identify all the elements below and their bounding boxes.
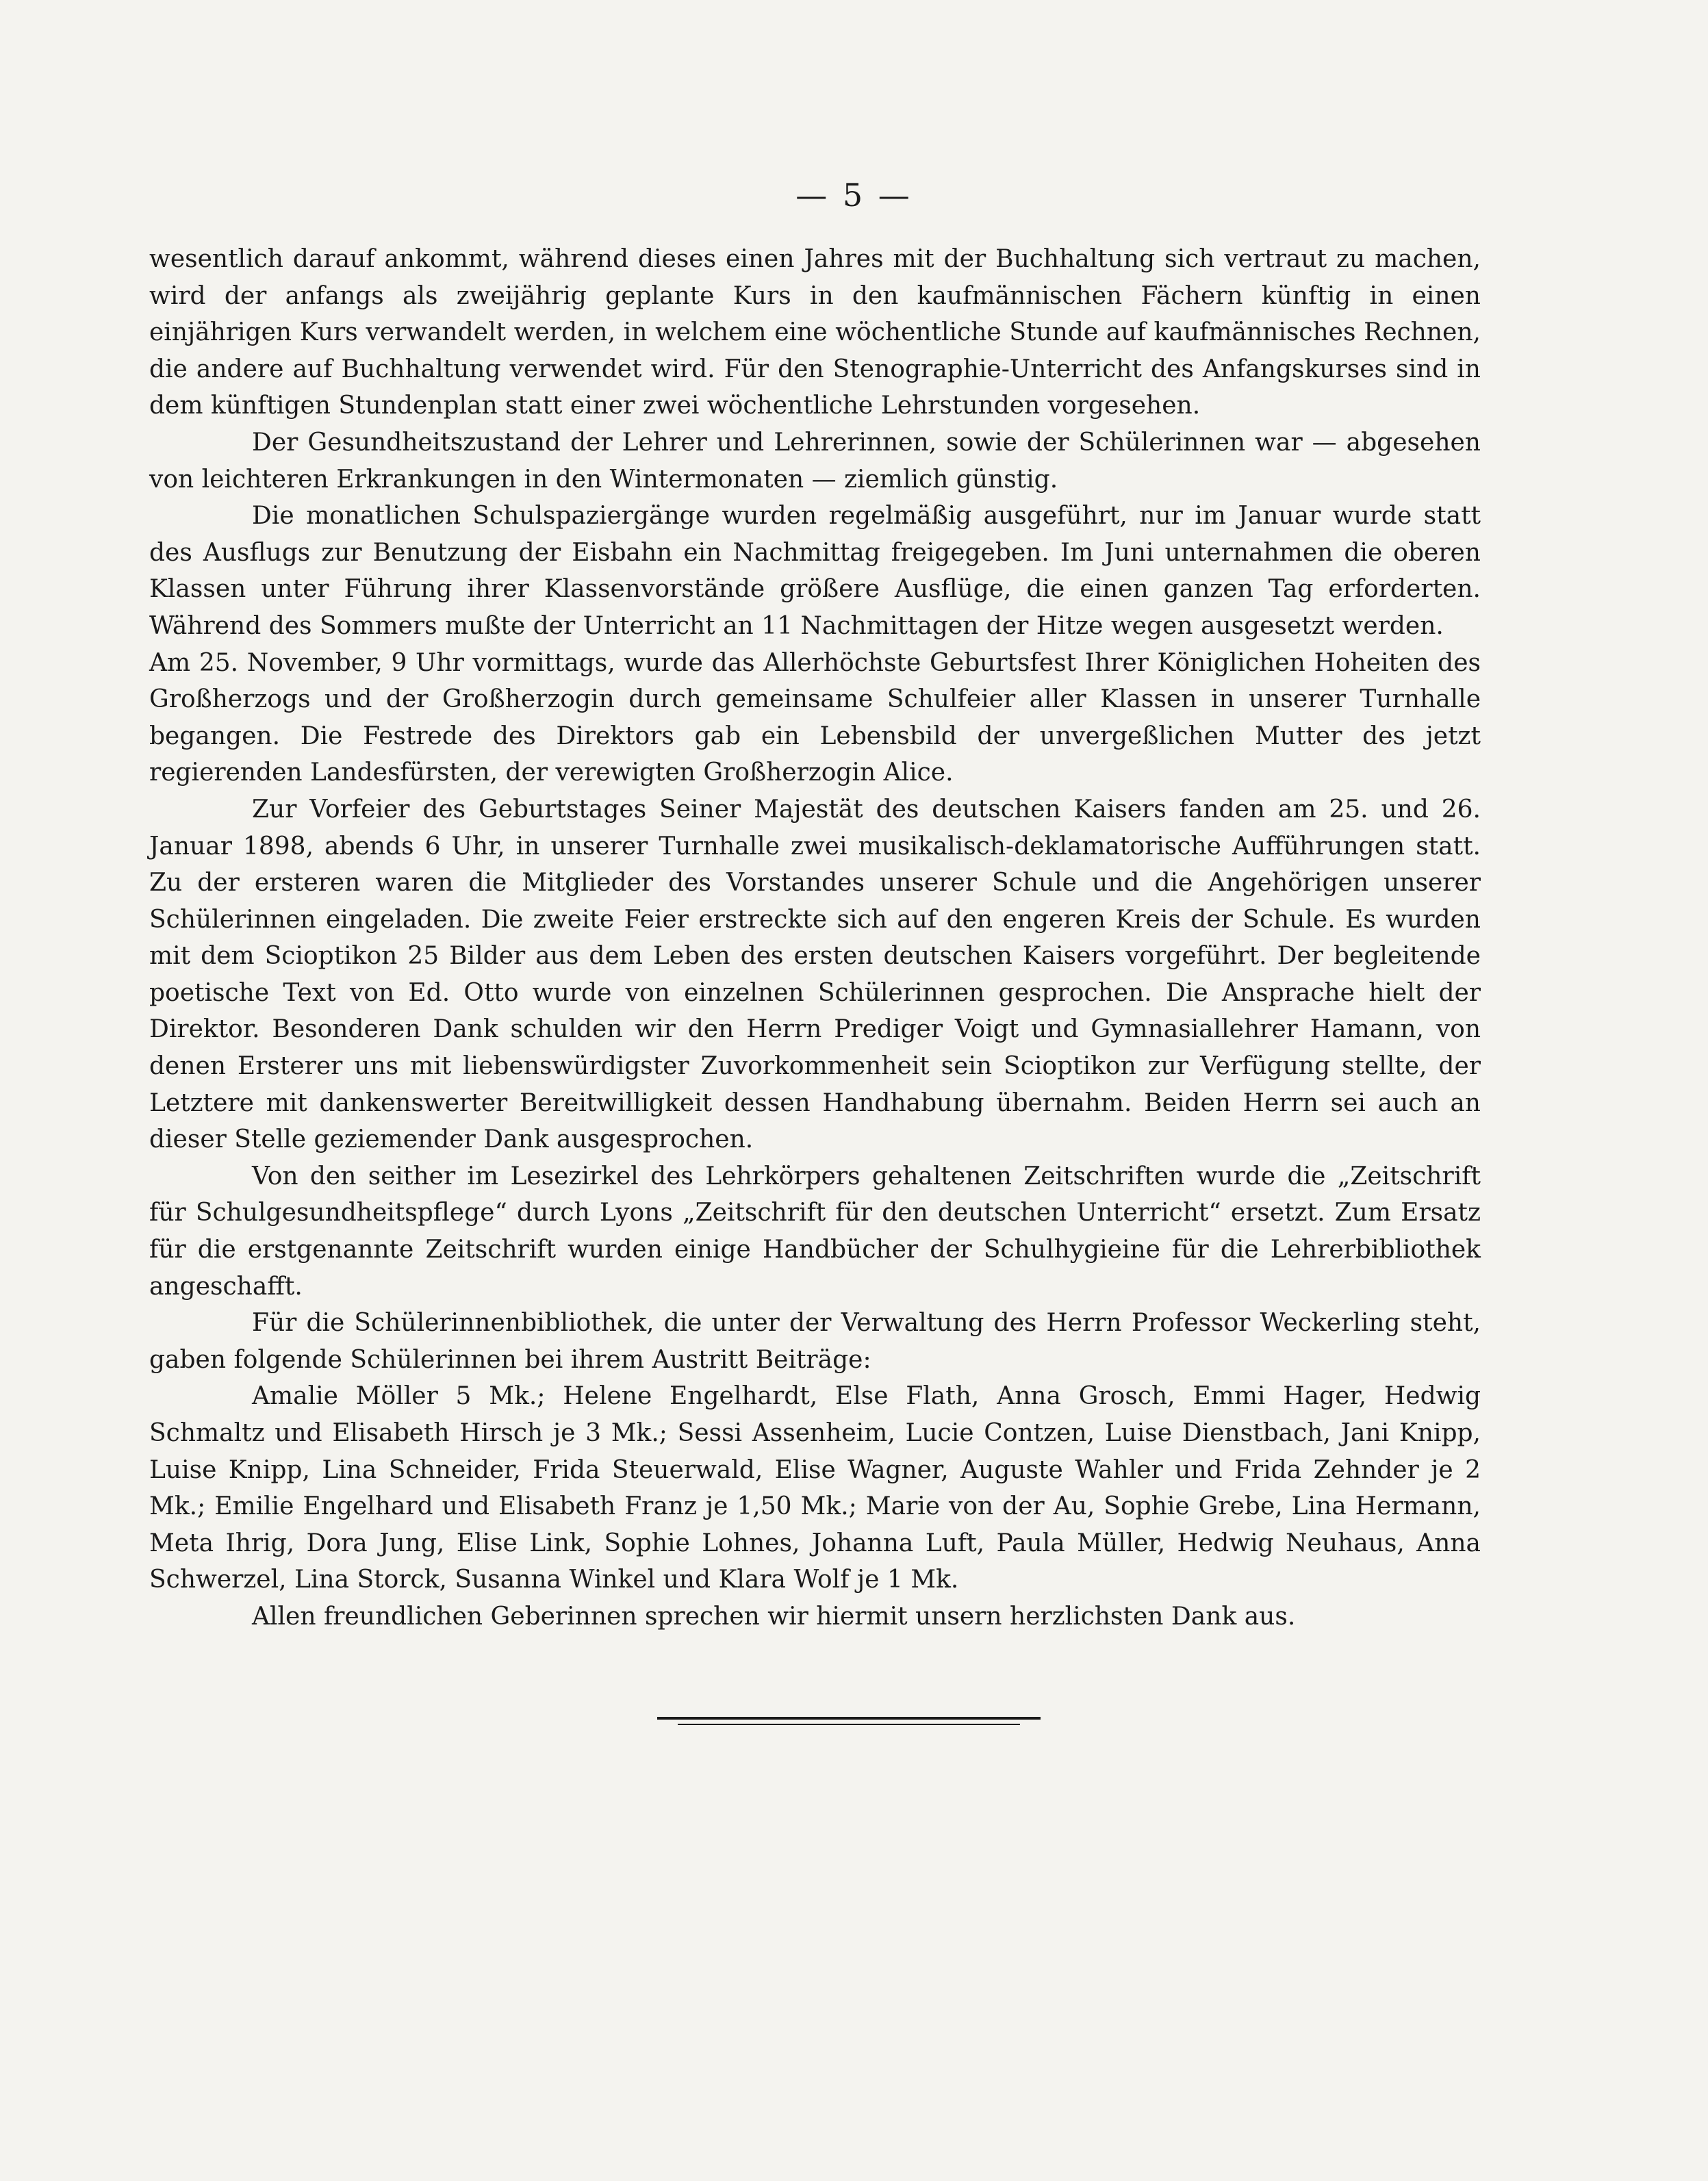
body-text [149, 241, 1481, 1635]
paragraph-spender: Amalie Möller 5 Mk.; Helene Engelhardt, Else Flath, Anna Grosch, Emmi Hager, Hedwig Schmaltz und Elisabeth Hirsch je 3 Mk.; Sessi Assenheim, Lucie Contzen, Luise Dienstbach, Jani Knipp, Luise Knipp, Lina Schneider, Frida Steuerwald, Elise Wagner, Auguste Wahler und Frida Zehnder je 2 Mk.; Emilie Engelhard und Elisabeth Franz je 1,50 Mk.; Marie von der Au, Sophie Grebe, Lina Hermann, Meta Ihrig, Dora Jung, Elise Link, Sophie Lohnes, Johanna Luft, Paula Müller, Hedwig Neuhaus, Anna Schwerzel, Lina Storck, Susanna Winkel und Klara Wolf je 1 Mk. [149, 1382, 1481, 1594]
paragraph-vorfeier: Zur Vorfeier des Geburtstages Seiner Majestät des deutschen Kaisers fanden am 25. und 26. Januar 1898, abends 6 Uhr, in unserer Turnhalle zwei musikalisch-deklamatorische Aufführungen statt. Zu der ersteren waren die Mitglieder des Vorstandes unserer Schule und die Angehörigen unserer Schülerinnen eingeladen. Die zweite Feier erstreckte sich auf den engeren Kreis der Schule. Es wurden mit dem Scioptikon 25 Bilder aus dem Leben des ersten deutschen Kaisers vorgeführt. Der begleitende poetische Text von Ed. Otto wurde von einzelnen Schülerinnen gesprochen. Die Ansprache hielt der Direktor. Besonderen Dank schulden wir den Herrn Prediger Voigt und Gymnasiallehrer Hamann, von denen Ersterer uns mit liebenswürdigster Zuvorkommenheit sein Scioptikon zur Verfügung stellte, der Letztere mit dankenswerter Bereitwilligkeit dessen Handhabung übernahm. Beiden Herrn sei auch an dieser Stelle geziemender Dank ausgesprochen. [149, 795, 1481, 1154]
divider-rule [657, 1717, 1041, 1726]
paragraph-spaziergaenge: Die monatlichen Schulspaziergänge wurden regelmäßig ausgeführt, nur im Januar wurde statt des Ausflugs zur Benutzung der Eisbahn ein Nachmittag freigegeben. Im Juni unternahmen die oberen Klassen unter Führung ihrer Klassenvorstände größere Ausflüge, die einen ganzen Tag erforderten. Während des Sommers mußte der Unterricht an 11 Nachmittagen der Hitze wegen ausgesetzt werden. [149, 502, 1481, 640]
divider-thin-line [678, 1724, 1020, 1725]
paragraph-gesundheit: Der Gesundheitszustand der Lehrer und Lehrerinnen, sowie der Schülerinnen war — abgesehen von leichteren Erkrankungen in den Wintermonaten — ziemlich günstig. [149, 428, 1481, 494]
page-number: — 5 — [795, 177, 913, 214]
paragraph-lesezirkel: Von den seither im Lesezirkel des Lehrkörpers gehaltenen Zeitschriften wurde die „Zeitschrift für Schulgesundheitspflege“ durch Lyons „Zeitschrift für den deutschen Unterricht“ ersetzt. Zum Ersatz für die erstgenannte Zeitschrift wurden einige Handbücher der Schulhygieine für die Lehrerbibliothek angeschafft. [149, 1162, 1481, 1301]
divider-thick-line [657, 1717, 1041, 1720]
paragraph-bibliothek: Für die Schülerinnenbibliothek, die unter der Verwaltung des Herrn Professor Weckerling steht, gaben folgende Schülerinnen bei ihrem Austritt Beiträge: [149, 1309, 1481, 1374]
paragraph-geburtsfest: Am 25. November, 9 Uhr vormittags, wurde das Allerhöchste Geburtsfest Ihrer Königlichen Hoheiten des Großherzogs und der Großherzogin durch gemeinsame Schulfeier aller Klassen in unserer Turnhalle begangen. Die Festrede des Direktors gab ein Lebensbild der unvergeßlichen Mutter des jetzt regierenden Landesfürsten, der verewigten Großherzogin Alice. [149, 648, 1481, 787]
paragraph-buchhaltung: wesentlich darauf ankommt, während dieses einen Jahres mit der Buchhaltung sich vertraut zu machen, wird der anfangs als zweijährig geplante Kurs in den kaufmännischen Fächern künftig in einen einjährigen Kurs verwandelt werden, in welchem eine wöchentliche Stunde auf kaufmännisches Rechnen, die andere auf Buchhaltung verwendet wird. Für den Stenographie-Unterricht des Anfangskurses sind in dem künftigen Stundenplan statt einer zwei wöchentliche Lehrstunden vorgesehen. [149, 245, 1481, 420]
paragraph-dank: Allen freundlichen Geberinnen sprechen wir hiermit unsern herzlichsten Dank aus. [252, 1602, 1296, 1631]
